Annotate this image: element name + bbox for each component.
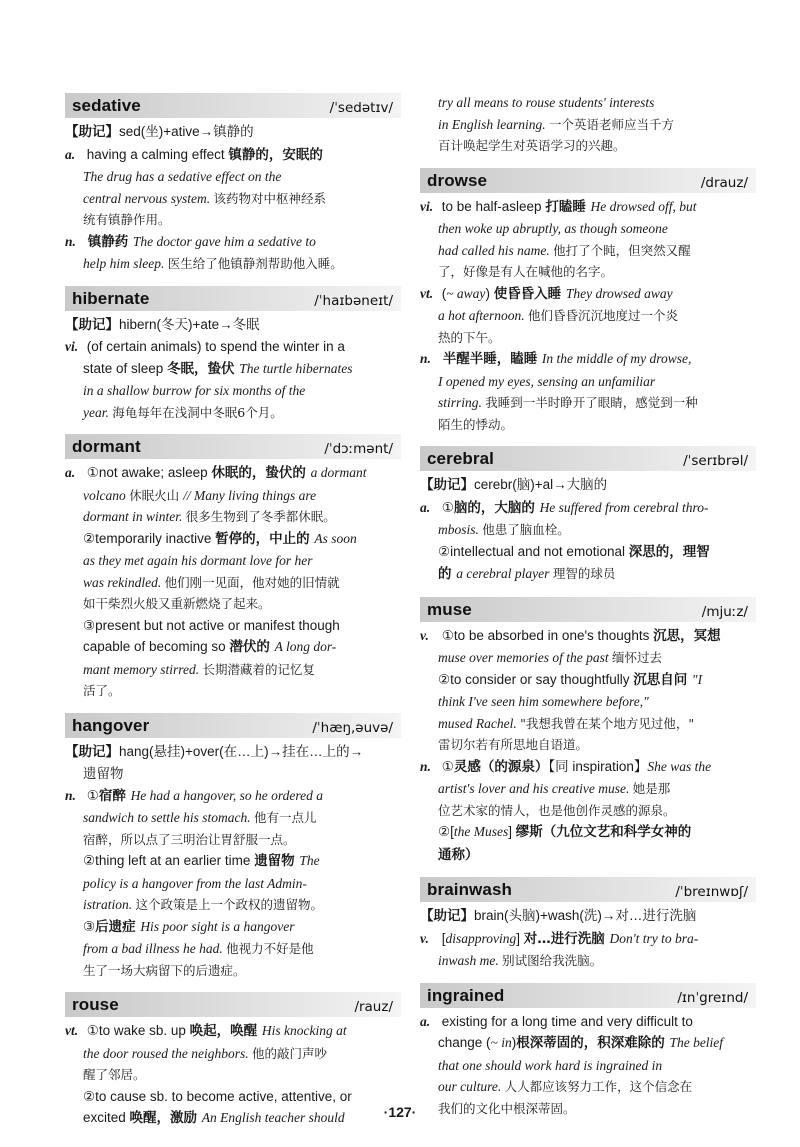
example-text: in English learning. (438, 116, 549, 132)
example-text: volcano (83, 487, 130, 503)
definition-line (65, 1064, 401, 1086)
translation-text: 生了一场大病留下的后遗症。 (83, 962, 246, 978)
example-text: "I (691, 671, 703, 687)
definition-line (65, 785, 401, 808)
headword: rouse (72, 995, 119, 1014)
definition-text: ( (438, 285, 447, 301)
phonetic: /ˈsedətɪv/ (329, 100, 393, 116)
example-text: in a shallow burrow for six months of the (83, 383, 306, 398)
definition-text: to be half-asleep (438, 198, 546, 214)
example-text: He suffered from cerebral thro- (539, 499, 709, 515)
definition-line (420, 327, 756, 349)
definition-line (65, 873, 401, 895)
headword: drowse (427, 170, 488, 190)
definition-line (65, 894, 401, 916)
left-column (65, 0, 401, 1141)
part-of-speech: vt. (420, 285, 434, 301)
definition-text: ①to wake sb. up (83, 1023, 190, 1038)
definition-line (65, 166, 401, 188)
definition-text: hang(悬挂)+over(在…上)→挂在…上的→ (119, 743, 364, 759)
translation-text: 别试图给我洗脑。 (502, 953, 603, 968)
headword-bar (420, 983, 756, 1008)
example-text: muse over memories of the past (438, 650, 612, 665)
example-text: mant memory stirred. (83, 661, 203, 677)
translation-text: 我们的文化中根深蒂固。 (438, 1100, 576, 1116)
definition-text: capable of becoming so (83, 639, 230, 654)
entry-sedative (65, 93, 401, 275)
definition-line (65, 336, 401, 358)
definition-line (420, 92, 756, 114)
definition-line (420, 778, 756, 800)
definition-text: ] (508, 824, 516, 839)
definition-text: change ( (438, 1035, 491, 1050)
phonetic: /ɪnˈgreɪnd/ (677, 989, 748, 1006)
chinese-gloss: 宿醉 (98, 787, 131, 804)
definition-text: ① (438, 758, 454, 774)
headword: muse (427, 599, 472, 619)
translation-text: 活了。 (83, 683, 121, 698)
part-of-speech: vt. (65, 1023, 79, 1038)
definition-line (65, 960, 401, 982)
entry-drowse (420, 168, 756, 436)
translation-text: 如干柴烈火般又重新燃烧了起来。 (83, 596, 271, 611)
definition-line (65, 636, 401, 659)
example-text: policy is a hangover from the last Admin- (83, 875, 307, 891)
chinese-gloss: 遗留物 (254, 853, 300, 869)
phonetic: /mjuːz/ (701, 603, 748, 620)
definition-line (65, 807, 401, 829)
definition-line (65, 462, 401, 485)
example-text: The (299, 853, 320, 868)
translation-text: 医生给了他镇静剂帮助他入睡。 (167, 256, 343, 271)
definition-line (420, 240, 756, 262)
headword-bar (65, 286, 401, 311)
example-text: a hot afternoon. (438, 308, 528, 323)
definition-line (65, 659, 401, 681)
phonetic: /ˈbreɪnwɒʃ/ (675, 884, 748, 900)
translation-text: 人人都应该努力工作，这个信念在 (504, 1079, 693, 1094)
example-text: ~ away (446, 285, 486, 301)
chinese-gloss: 休眠的，蛰伏的 (211, 465, 311, 481)
definition-line (420, 756, 756, 779)
chinese-gloss: 的 (438, 566, 457, 582)
headword-bar (420, 446, 756, 471)
chinese-gloss: 冬眠，蛰伏 (167, 360, 240, 377)
definition-line (420, 691, 756, 713)
definition-line (65, 528, 401, 551)
definition-line (65, 850, 401, 873)
chinese-gloss: 暂停的，中止的 (215, 530, 315, 547)
headword: hibernate (72, 288, 150, 308)
example-text: try all means to rouse students' interests (438, 95, 655, 110)
definition-line (420, 218, 756, 240)
definition-text: ②thing left at an earlier time (83, 853, 255, 868)
definition-line (420, 928, 756, 951)
definition-line (420, 392, 756, 414)
example-text: I opened my eyes, sensing an unfamiliar (438, 373, 656, 389)
example-text: help him sleep. (83, 256, 168, 271)
part-of-speech: a. (65, 146, 76, 162)
definition-text: ①to be absorbed in one's thoughts (438, 627, 654, 643)
part-of-speech: a. (65, 465, 76, 480)
definition-line (420, 519, 756, 541)
definition-line (420, 821, 756, 844)
definition-text: 【同 inspiration】 (548, 758, 648, 774)
definition-text: brain(头脑)+wash(洗)→对…进行洗脑 (474, 908, 697, 923)
entry-hibernate (65, 286, 401, 424)
definition-line (420, 905, 756, 928)
translation-text: 缅怀过去 (611, 650, 662, 665)
entry-hangover (65, 713, 401, 982)
definition-text: hibern(冬天)+ate→冬眠 (119, 316, 260, 332)
part-of-speech: n. (420, 351, 431, 366)
chinese-gloss: 后遗症 (95, 918, 141, 935)
example-text: inwash me. (438, 953, 503, 968)
example-text: ~ in (490, 1035, 512, 1050)
definition-line (420, 474, 756, 497)
translation-text: 位艺术家的情人，也是他创作灵感的源泉。 (438, 802, 676, 818)
definition-line (65, 231, 401, 254)
chinese-gloss: 通称） (438, 846, 479, 863)
page-number: ·127· (383, 1104, 417, 1120)
chinese-gloss: 沉思，冥想 (653, 627, 721, 644)
translation-text: 宿醉，所以点了三明治让胃舒服一点。 (83, 831, 296, 847)
definition-line (65, 615, 401, 637)
definition-text: ③present but not active or manifest though (83, 617, 340, 633)
translation-text: 他有一点儿 (254, 810, 317, 825)
example-text: // Many living things are (183, 487, 317, 503)
chinese-gloss: 使昏昏入睡 (493, 285, 566, 302)
translation-text: "我想我曾在某个地方见过他，" (520, 715, 695, 731)
headword: sedative (72, 96, 141, 115)
headword: hangover (72, 715, 150, 735)
definition-line (65, 253, 401, 275)
chinese-gloss: 深思的，理智 (628, 543, 710, 560)
headword-bar (420, 597, 756, 622)
definition-line (65, 209, 401, 231)
example-text: a cerebral player (456, 566, 553, 581)
definition-line (65, 593, 401, 615)
chinese-gloss: 半醒半睡，瞌睡 (438, 351, 542, 367)
entry-muse (420, 597, 756, 867)
translation-text: 这个政策是上一个政权的遗留物。 (135, 897, 324, 912)
chinese-gloss: 对…进行洗脑 (523, 930, 610, 947)
example-text: from a bad illness he had. (83, 941, 227, 956)
definition-line (65, 916, 401, 939)
translation-text: 长期潜藏着的记忆复 (202, 661, 316, 677)
translation-text: 热的下午。 (438, 329, 501, 345)
translation-text: 理智的球员 (552, 566, 616, 581)
example-text: He drowsed off, but (590, 198, 697, 214)
example-text: In the middle of my drowse, (541, 351, 692, 366)
example-text: sandwich to settle his stomach. (83, 810, 254, 825)
example-text: central nervous system. (83, 190, 214, 206)
chinese-gloss: 【助记】 (65, 124, 119, 140)
headword-bar (420, 877, 756, 902)
definition-text: ③ (83, 918, 96, 934)
part-of-speech: n. (420, 758, 431, 774)
chinese-gloss: 潜伏的 (229, 639, 275, 655)
headword: brainwash (427, 880, 512, 899)
example-text: was rekindled. (83, 574, 165, 590)
chinese-gloss: 【助记】 (420, 477, 474, 493)
definition-line (420, 283, 756, 306)
definition-line (420, 348, 756, 371)
definition-line (420, 135, 756, 157)
translation-text: 该药物对中枢神经系 (213, 190, 326, 206)
example-text: A long dor- (274, 639, 337, 654)
example-text: She was the (647, 758, 712, 774)
translation-text: 陌生的悸动。 (438, 416, 514, 432)
example-text: His poor sight is a hangover (140, 918, 295, 934)
definition-line (65, 121, 401, 144)
translation-text: 百计唤起学生对英语学习的兴趣。 (438, 138, 626, 153)
definition-line (420, 647, 756, 669)
definition-line (65, 485, 401, 507)
definition-text: ②to consider or say thoughtfully (438, 671, 634, 687)
example-text: An English teacher should (201, 1110, 345, 1125)
definition-text: ①not awake; asleep (83, 465, 212, 480)
phonetic: /drauz/ (700, 174, 748, 191)
definition-line (65, 506, 401, 528)
translation-text: 休眠火山 (129, 487, 184, 503)
definition-line (420, 497, 756, 520)
example-text: The belief (669, 1035, 724, 1050)
definition-text: ] (516, 930, 524, 946)
headword-bar (65, 992, 401, 1017)
chinese-gloss: 唤起，唤醒 (189, 1023, 262, 1039)
example-text: The drug has a sedative effect on the (83, 169, 282, 184)
example-text: as they met again his dormant love for her (83, 553, 313, 568)
definition-line (420, 114, 756, 136)
definition-text: ②[ (438, 824, 454, 839)
example-text: mused Rachel. (438, 715, 521, 731)
chinese-gloss: 缪斯（九位文艺和科学女神的 (515, 824, 692, 840)
definition-text: existing for a long time and very difficult to (438, 1013, 693, 1029)
translation-text: 他打了个盹，但突然又醒 (553, 242, 691, 258)
definition-line (65, 358, 401, 381)
definition-line (420, 713, 756, 735)
chinese-gloss: 根深蒂固的，积深难除的 (516, 1035, 670, 1051)
right-column (420, 0, 756, 1130)
part-of-speech: v. (420, 627, 429, 643)
part-of-speech: a. (420, 499, 431, 515)
headword-bar (65, 93, 401, 118)
definition-line (420, 844, 756, 867)
definition-line (65, 550, 401, 572)
headword-bar (65, 434, 401, 459)
translation-text: 他们刚一见面，他对她的旧情就 (164, 574, 340, 590)
example-text: The turtle hibernates (239, 360, 353, 376)
definition-line (65, 829, 401, 851)
definition-text: ① (438, 499, 454, 515)
example-text: our culture. (438, 1079, 505, 1094)
part-of-speech: n. (65, 787, 76, 803)
definition-line (65, 680, 401, 702)
part-of-speech: v. (420, 930, 429, 946)
definition-text: ) (511, 1035, 517, 1050)
example-text: the Muses (453, 824, 509, 839)
example-text: think I've seen him somewhere before," (438, 694, 649, 709)
example-text: then woke up abruptly, as though someone (438, 221, 668, 236)
part-of-speech: vi. (65, 339, 79, 354)
definition-line (65, 741, 401, 764)
phonetic: /ˈhæŋ,əuvə/ (312, 719, 393, 736)
definition-line (420, 1011, 756, 1033)
definition-text: (of certain animals) to spend the winter in a (83, 339, 345, 354)
translation-text: 了，好像是有人在喊他的名字。 (438, 264, 614, 279)
chinese-gloss: 打瞌睡 (545, 198, 591, 215)
definition-text: excited (83, 1110, 130, 1125)
definition-line (420, 305, 756, 327)
definition-line (420, 734, 756, 756)
definition-text: 遗留物 (83, 766, 124, 781)
chinese-gloss: 镇静的，安眠的 (228, 146, 323, 163)
translation-text: 我睡到一半时睁开了眼睛，感觉到一种 (485, 395, 698, 410)
chinese-gloss: 脑的，大脑的 (453, 499, 540, 516)
phonetic: /ˈhaɪbəneɪt/ (314, 292, 393, 309)
translation-text: 一个英语老师应当千方 (549, 116, 675, 132)
definition-line (420, 1032, 756, 1055)
definition-line (65, 314, 401, 337)
translation-text: 他患了脑血栓。 (482, 522, 570, 537)
headword: ingrained (427, 985, 505, 1005)
headword-bar (420, 168, 756, 193)
entry-rouse-continued (420, 92, 756, 157)
example-text: His knocking at (261, 1023, 347, 1038)
definition-text: cerebr(脑)+al→大脑的 (474, 477, 608, 492)
definition-line (65, 938, 401, 960)
headword: cerebral (427, 449, 494, 468)
definition-line (420, 261, 756, 283)
definition-text: ) (485, 285, 494, 301)
translation-text: 醒了邻居。 (83, 1067, 146, 1082)
definition-line (420, 800, 756, 822)
definition-line (420, 1076, 756, 1098)
definition-line (420, 669, 756, 692)
part-of-speech: a. (420, 1013, 431, 1029)
chinese-gloss: 【助记】 (65, 743, 119, 760)
definition-text: state of sleep (83, 360, 168, 376)
example-text: a dormant (310, 465, 367, 480)
entry-ingrained (420, 983, 756, 1120)
translation-text: 雷切尔若有所思地自语道。 (438, 737, 589, 752)
definition-text: ②intellectual and not emotional (438, 543, 629, 559)
definition-line (65, 763, 401, 785)
definition-line (420, 950, 756, 972)
example-text: dormant in winter. (83, 509, 186, 524)
definition-text: ②to cause sb. to become active, attentive, or (83, 1088, 352, 1104)
example-text: As soon (314, 530, 357, 546)
example-text: year. (83, 404, 113, 420)
definition-line (65, 572, 401, 594)
chinese-gloss: 【助记】 (65, 316, 119, 333)
definition-line (65, 380, 401, 402)
example-text: stirring. (438, 395, 486, 410)
definition-text: sed(坐)+ative→镇静的 (119, 124, 254, 139)
definition-line (420, 1055, 756, 1077)
definition-text: having a calming effect (83, 146, 229, 162)
definition-line (65, 188, 401, 210)
example-text: mbosis. (438, 522, 483, 537)
headword-bar (65, 713, 401, 738)
definition-line (65, 144, 401, 167)
definition-text: ②temporarily inactive (83, 530, 216, 546)
phonetic: /rauz/ (354, 999, 393, 1015)
example-text: They drowsed away (565, 285, 673, 301)
phonetic: /ˈserɪbrəl/ (683, 453, 748, 469)
definition-line (420, 196, 756, 219)
translation-text: 统有镇静作用。 (83, 212, 171, 227)
definition-line (420, 414, 756, 436)
definition-line (65, 1020, 401, 1043)
definition-line (65, 402, 401, 424)
entry-cerebral (420, 446, 756, 586)
definition-line (420, 563, 756, 586)
example-text: istration. (83, 897, 136, 912)
translation-text: 他们昏昏沉沉地度过一个炎 (528, 308, 679, 323)
phonetic: /ˈdɔːmənt/ (324, 441, 393, 457)
example-text: that one should work hard is ingrained in (438, 1057, 663, 1073)
example-text: the door roused the neighbors. (83, 1045, 252, 1061)
example-text: The doctor gave him a sedative to (132, 233, 316, 249)
translation-text: 她是那 (632, 781, 671, 796)
chinese-gloss: 【助记】 (420, 908, 474, 924)
part-of-speech: n. (65, 233, 76, 249)
entry-brainwash (420, 877, 756, 972)
definition-text: ① (83, 787, 99, 803)
definition-line (420, 625, 756, 648)
example-text: disapproving (445, 930, 517, 946)
translation-text: 他视力不好是他 (226, 941, 314, 956)
definition-text: [ (438, 930, 446, 946)
entry-dormant (65, 434, 401, 702)
example-text: artist's lover and his creative muse. (438, 781, 633, 796)
definition-line (420, 541, 756, 564)
chinese-gloss: 沉思自问 (633, 671, 692, 688)
example-text: He had a hangover, so he ordered a (130, 787, 324, 803)
definition-line (65, 1043, 401, 1065)
headword: dormant (72, 437, 141, 456)
part-of-speech: vi. (420, 198, 434, 214)
chinese-gloss: 镇静药 (83, 233, 133, 250)
chinese-gloss: 灵感（的源泉） (453, 758, 549, 775)
translation-text: 很多生物到了冬季都休眠。 (185, 509, 336, 524)
translation-text: 他的敲门声吵 (252, 1045, 328, 1061)
translation-text: 海龟每年在浅洞中冬眠6个月。 (112, 404, 283, 420)
example-text: had called his name. (438, 242, 554, 258)
definition-line (420, 371, 756, 393)
chinese-gloss: 唤醒，激励 (129, 1110, 202, 1126)
example-text: Don't try to bra- (609, 930, 699, 946)
